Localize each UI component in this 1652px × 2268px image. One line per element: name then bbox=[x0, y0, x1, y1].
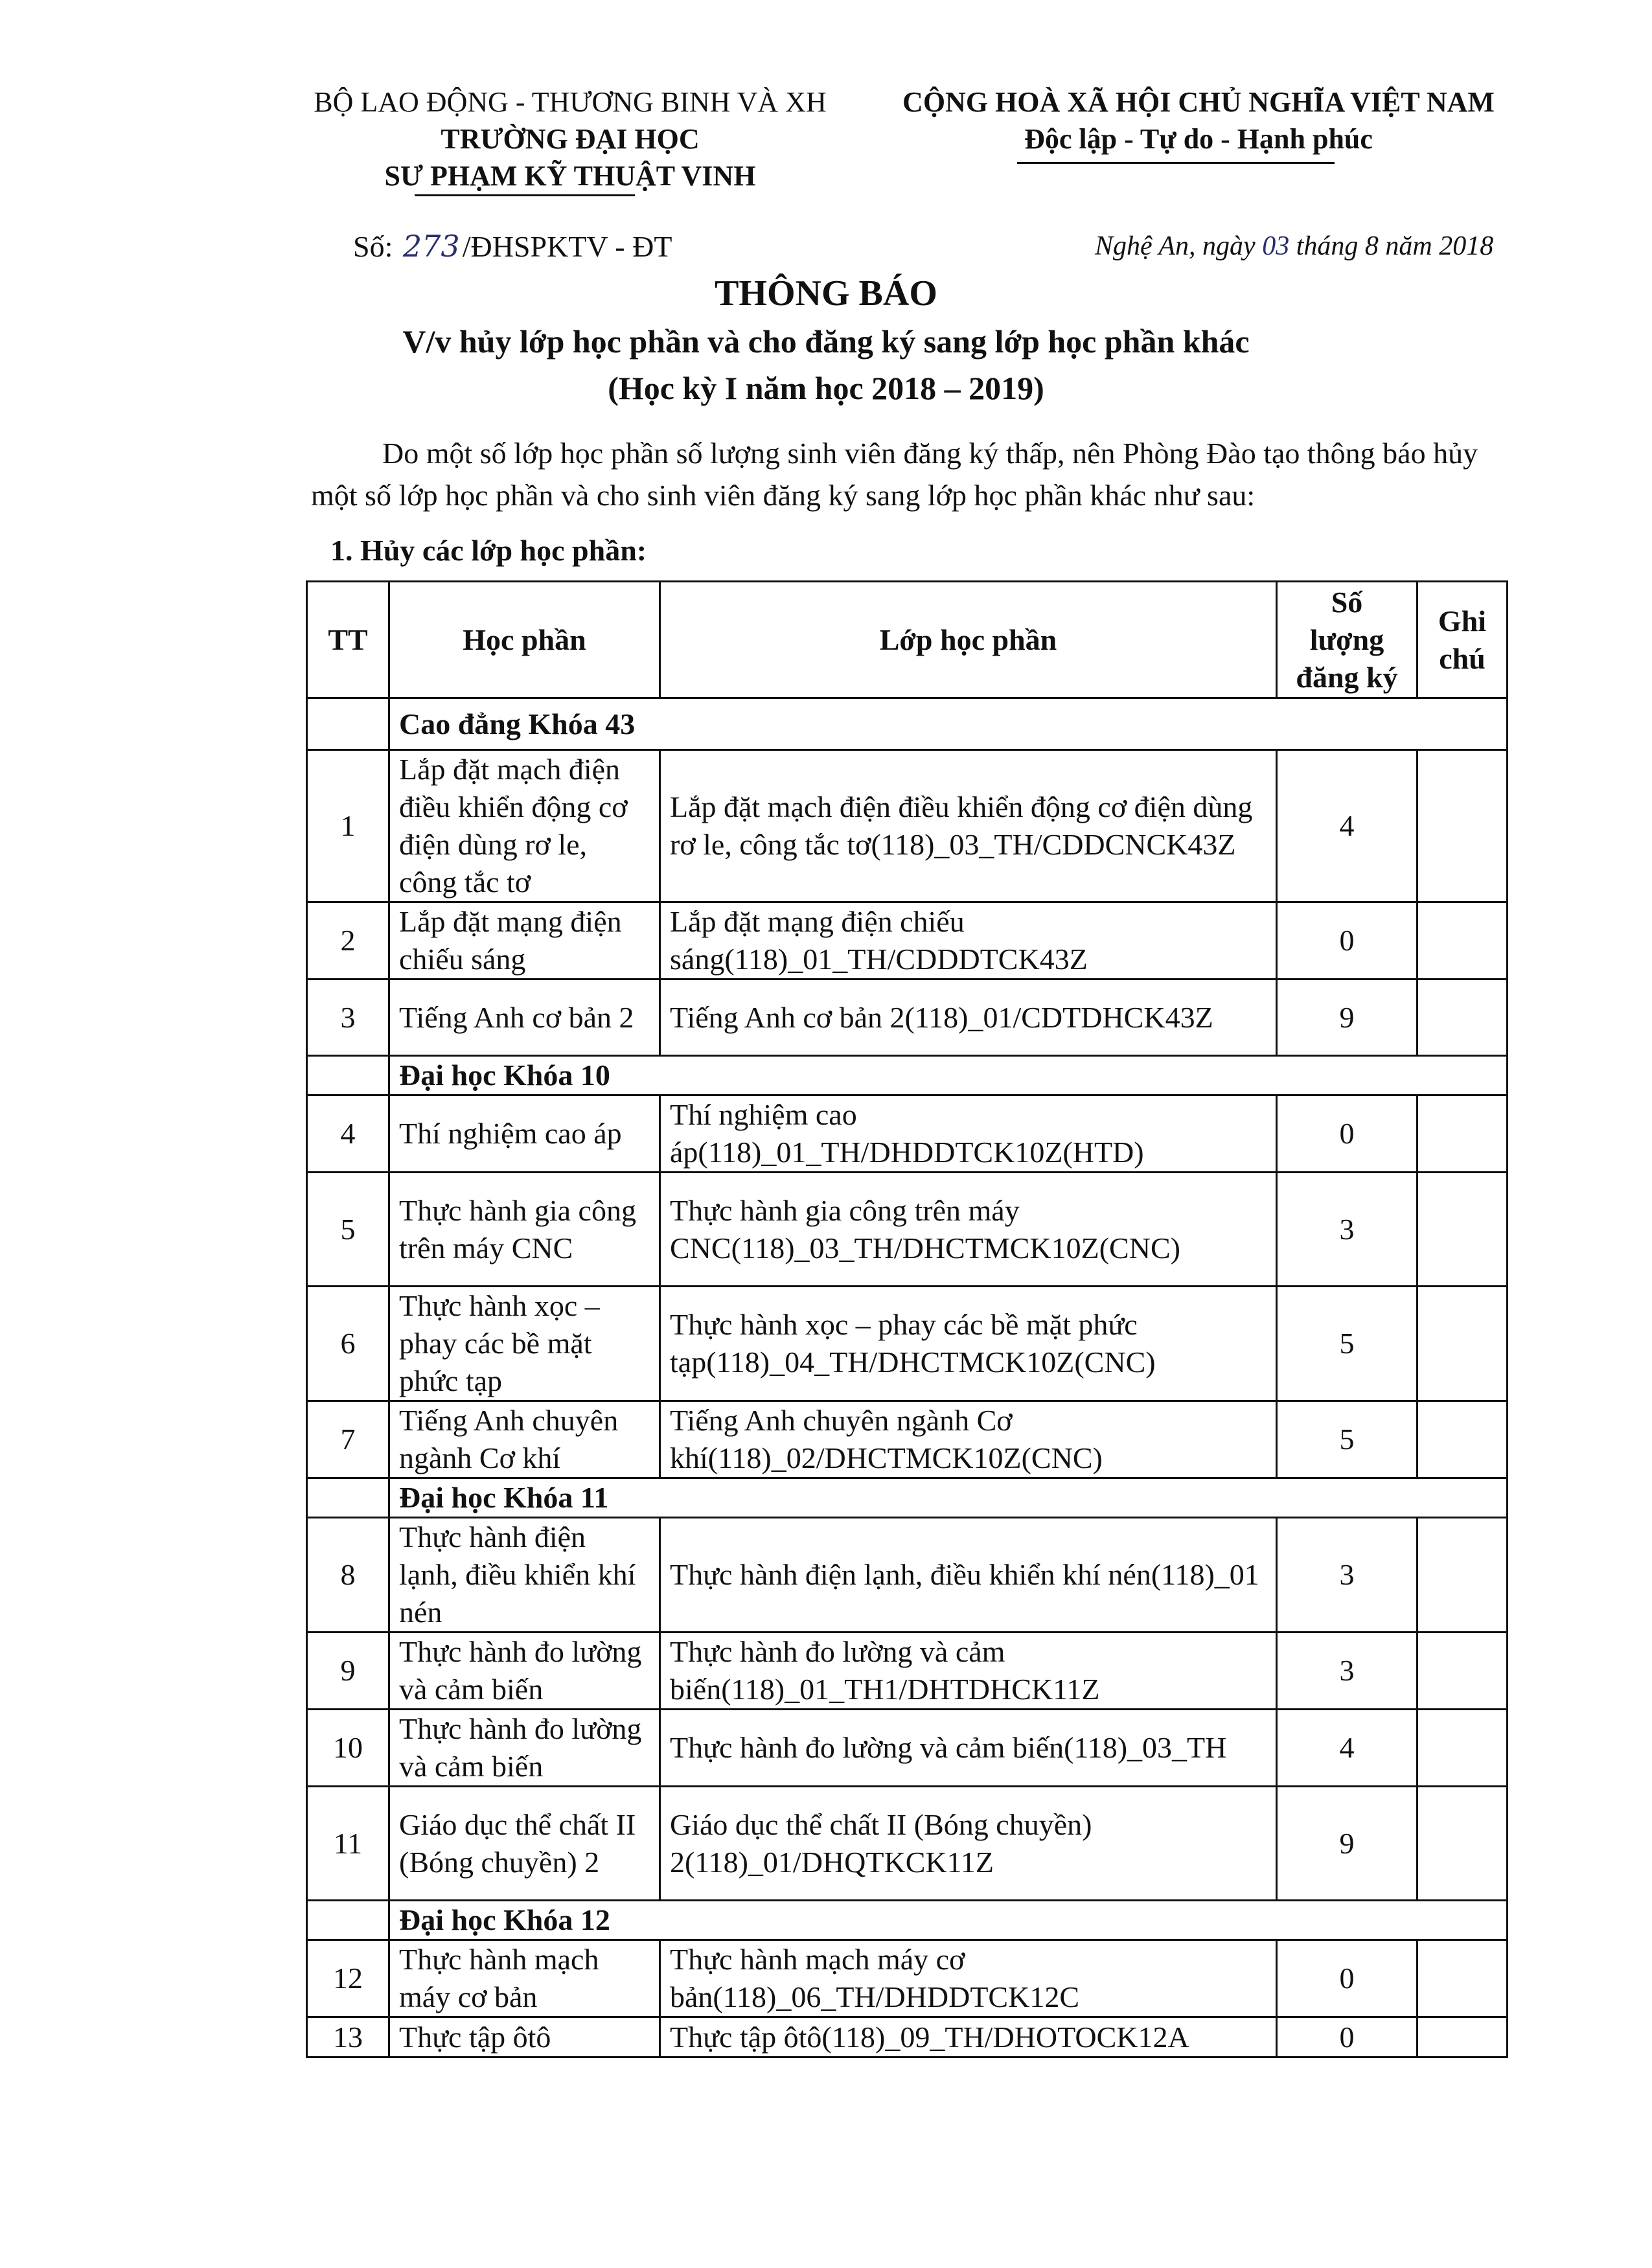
header-qty-line3: đăng ký bbox=[1296, 660, 1398, 694]
cell-course: Thực tập ôtô bbox=[389, 2017, 660, 2057]
doc-number-suffix: /ĐHSPKTV - ĐT bbox=[462, 230, 672, 263]
cancelled-classes-table bbox=[306, 580, 1508, 2058]
section-heading-cancel: 1. Hủy các lớp học phần: bbox=[330, 534, 647, 567]
cell-course: Thực hành xọc – phay các bề mặt phức tạp bbox=[389, 1287, 660, 1401]
cell-class: Thực hành đo lường và cảm biến(118)_03_TH bbox=[660, 1710, 1277, 1787]
ministry-name: BỘ LAO ĐỘNG - THƯƠNG BINH VÀ XH bbox=[314, 86, 827, 118]
cell-class: Thực hành đo lường và cảm biến(118)_01_TH1/DHTDHCK11Z bbox=[660, 1632, 1277, 1710]
header-class: Lớp học phần bbox=[660, 582, 1277, 698]
cell-tt: 6 bbox=[307, 1287, 389, 1401]
cell-course: Thí nghiệm cao áp bbox=[389, 1095, 660, 1173]
cell-class: Thực hành điện lạnh, điều khiển khí nén(118)_01 bbox=[660, 1518, 1277, 1632]
cell-course: Thực hành điện lạnh, điều khiển khí nén bbox=[389, 1518, 660, 1632]
cell-quantity: 3 bbox=[1277, 1173, 1417, 1287]
cell-quantity: 3 bbox=[1277, 1518, 1417, 1632]
country-name: CỘNG HOÀ XÃ HỘI CHỦ NGHĨA VIỆT NAM bbox=[902, 86, 1495, 118]
right-header-underline bbox=[1017, 162, 1335, 164]
table-row bbox=[307, 1287, 1508, 1401]
table-header-row bbox=[307, 582, 1508, 698]
table-row bbox=[307, 1518, 1508, 1632]
table-row bbox=[307, 1710, 1508, 1787]
header-note: Ghi chú bbox=[1417, 582, 1508, 698]
group-label: Cao đẳng Khóa 43 bbox=[389, 698, 1508, 750]
doc-number-prefix: Số: bbox=[353, 230, 393, 263]
cell-tt: 12 bbox=[307, 1940, 389, 2017]
cell-note bbox=[1417, 1787, 1508, 1901]
cell-course: Tiếng Anh chuyên ngành Cơ khí bbox=[389, 1401, 660, 1478]
table-row bbox=[307, 1632, 1508, 1710]
table-row bbox=[307, 750, 1508, 902]
cell-class: Giáo dục thể chất II (Bóng chuyền) 2(118)_01/DHQTKCK11Z bbox=[660, 1787, 1277, 1901]
cell-note bbox=[1417, 750, 1508, 902]
cell-quantity: 5 bbox=[1277, 1401, 1417, 1478]
date-text-1: Nghệ An, ngày bbox=[1095, 231, 1256, 261]
intro-line2: một số lớp học phần và cho sinh viên đăng ký sang lớp học phần khác như sau: bbox=[311, 479, 1256, 512]
table-row bbox=[307, 1401, 1508, 1478]
cell-course: Lắp đặt mạch điện điều khiển động cơ điện dùng rơ le, công tắc tơ bbox=[389, 750, 660, 902]
cell-quantity: 0 bbox=[1277, 1095, 1417, 1173]
table-row bbox=[307, 2017, 1508, 2057]
header-qty-line1: Số bbox=[1331, 585, 1363, 619]
cell-course: Thực hành đo lường và cảm biến bbox=[389, 1632, 660, 1710]
cell-note bbox=[1417, 979, 1508, 1056]
cell-quantity: 9 bbox=[1277, 1787, 1417, 1901]
cell-tt: 4 bbox=[307, 1095, 389, 1173]
group-row bbox=[307, 698, 1508, 750]
cell-tt: 9 bbox=[307, 1632, 389, 1710]
table-row bbox=[307, 902, 1508, 979]
subtitle-line2: (Học kỳ I năm học 2018 – 2019) bbox=[608, 370, 1044, 406]
cell-course: Thực hành mạch máy cơ bản bbox=[389, 1940, 660, 2017]
cell-tt: 1 bbox=[307, 750, 389, 902]
cell-tt: 3 bbox=[307, 979, 389, 1056]
left-header-underline bbox=[415, 194, 635, 196]
cell-quantity: 0 bbox=[1277, 1940, 1417, 2017]
cell-quantity: 0 bbox=[1277, 902, 1417, 979]
cell-course: Thực hành đo lường và cảm biến bbox=[389, 1710, 660, 1787]
cell-note bbox=[1417, 1518, 1508, 1632]
group-label: Đại học Khóa 12 bbox=[389, 1901, 1508, 1940]
cell-quantity: 9 bbox=[1277, 979, 1417, 1056]
table-body bbox=[307, 698, 1508, 2057]
subtitle-line1: V/v hủy lớp học phần và cho đăng ký sang lớp học phần khác bbox=[402, 323, 1250, 360]
cell-note bbox=[1417, 1632, 1508, 1710]
cell-note bbox=[1417, 2017, 1508, 2057]
cell-course: Giáo dục thể chất II (Bóng chuyền) 2 bbox=[389, 1787, 660, 1901]
cell-note bbox=[1417, 1940, 1508, 2017]
cell-tt: 5 bbox=[307, 1173, 389, 1287]
cell-course: Tiếng Anh cơ bản 2 bbox=[389, 979, 660, 1056]
document-number bbox=[353, 227, 672, 266]
group-row bbox=[307, 1478, 1508, 1518]
cell-class: Thí nghiệm cao áp(118)_01_TH/DHDDTCK10Z(HTD) bbox=[660, 1095, 1277, 1173]
cell-tt: 11 bbox=[307, 1787, 389, 1901]
cell-course: Thực hành gia công trên máy CNC bbox=[389, 1173, 660, 1287]
header-course: Học phần bbox=[389, 582, 660, 698]
cell-quantity: 4 bbox=[1277, 750, 1417, 902]
cell-tt: 2 bbox=[307, 902, 389, 979]
group-label: Đại học Khóa 10 bbox=[389, 1056, 1508, 1095]
cell-tt: 8 bbox=[307, 1518, 389, 1632]
cell-quantity: 5 bbox=[1277, 1287, 1417, 1401]
cell-note bbox=[1417, 1401, 1508, 1478]
doc-number-handwritten: 273 bbox=[402, 229, 460, 264]
group-spacer bbox=[307, 1901, 389, 1940]
university-name-line2: SƯ PHẠM KỸ THUẬT VINH bbox=[384, 160, 756, 192]
group-label: Đại học Khóa 11 bbox=[389, 1478, 1508, 1518]
group-spacer bbox=[307, 1056, 389, 1095]
cell-quantity: 0 bbox=[1277, 2017, 1417, 2057]
cell-class: Tiếng Anh chuyên ngành Cơ khí(118)_02/DHCTMCK10Z(CNC) bbox=[660, 1401, 1277, 1478]
table-row bbox=[307, 1173, 1508, 1287]
cell-quantity: 3 bbox=[1277, 1632, 1417, 1710]
cell-class: Thực hành xọc – phay các bề mặt phức tạp(118)_04_TH/DHCTMCK10Z(CNC) bbox=[660, 1287, 1277, 1401]
header-qty-line2: lượng bbox=[1309, 623, 1384, 656]
cell-note bbox=[1417, 1173, 1508, 1287]
group-spacer bbox=[307, 698, 389, 750]
page-title: THÔNG BÁO bbox=[715, 273, 937, 314]
cell-note bbox=[1417, 1287, 1508, 1401]
cell-class: Thực tập ôtô(118)_09_TH/DHOTOCK12A bbox=[660, 2017, 1277, 2057]
cell-tt: 10 bbox=[307, 1710, 389, 1787]
group-spacer bbox=[307, 1478, 389, 1518]
date-text-2: tháng 8 năm 2018 bbox=[1296, 231, 1494, 261]
cell-tt: 13 bbox=[307, 2017, 389, 2057]
cell-class: Tiếng Anh cơ bản 2(118)_01/CDTDHCK43Z bbox=[660, 979, 1277, 1056]
date-day-handwritten: 03 bbox=[1262, 231, 1290, 261]
table-row bbox=[307, 1940, 1508, 2017]
intro-line1: Do một số lớp học phần số lượng sinh viên đăng ký thấp, nên Phòng Đào tạo thông báo hủy bbox=[382, 437, 1478, 470]
cell-class: Lắp đặt mạng điện chiếu sáng(118)_01_TH/CDDDTCK43Z bbox=[660, 902, 1277, 979]
cell-class: Thực hành gia công trên máy CNC(118)_03_TH/DHCTMCK10Z(CNC) bbox=[660, 1173, 1277, 1287]
header-tt: TT bbox=[307, 582, 389, 698]
cell-note bbox=[1417, 1710, 1508, 1787]
cell-class: Thực hành mạch máy cơ bản(118)_06_TH/DHDDTCK12C bbox=[660, 1940, 1277, 2017]
group-row bbox=[307, 1056, 1508, 1095]
cell-note bbox=[1417, 902, 1508, 979]
cell-note bbox=[1417, 1095, 1508, 1173]
date-line bbox=[1095, 227, 1493, 266]
table-row bbox=[307, 979, 1508, 1056]
header-quantity bbox=[1277, 582, 1417, 698]
table-row bbox=[307, 1095, 1508, 1173]
cell-class: Lắp đặt mạch điện điều khiển động cơ điện dùng rơ le, công tắc tơ(118)_03_TH/CDDCNCK43Z bbox=[660, 750, 1277, 902]
cell-tt: 7 bbox=[307, 1401, 389, 1478]
university-name-line1: TRƯỜNG ĐẠI HỌC bbox=[441, 123, 700, 155]
table-row bbox=[307, 1787, 1508, 1901]
cell-course: Lắp đặt mạng điện chiếu sáng bbox=[389, 902, 660, 979]
motto: Độc lập - Tự do - Hạnh phúc bbox=[1024, 123, 1373, 155]
group-row bbox=[307, 1901, 1508, 1940]
cell-quantity: 4 bbox=[1277, 1710, 1417, 1787]
